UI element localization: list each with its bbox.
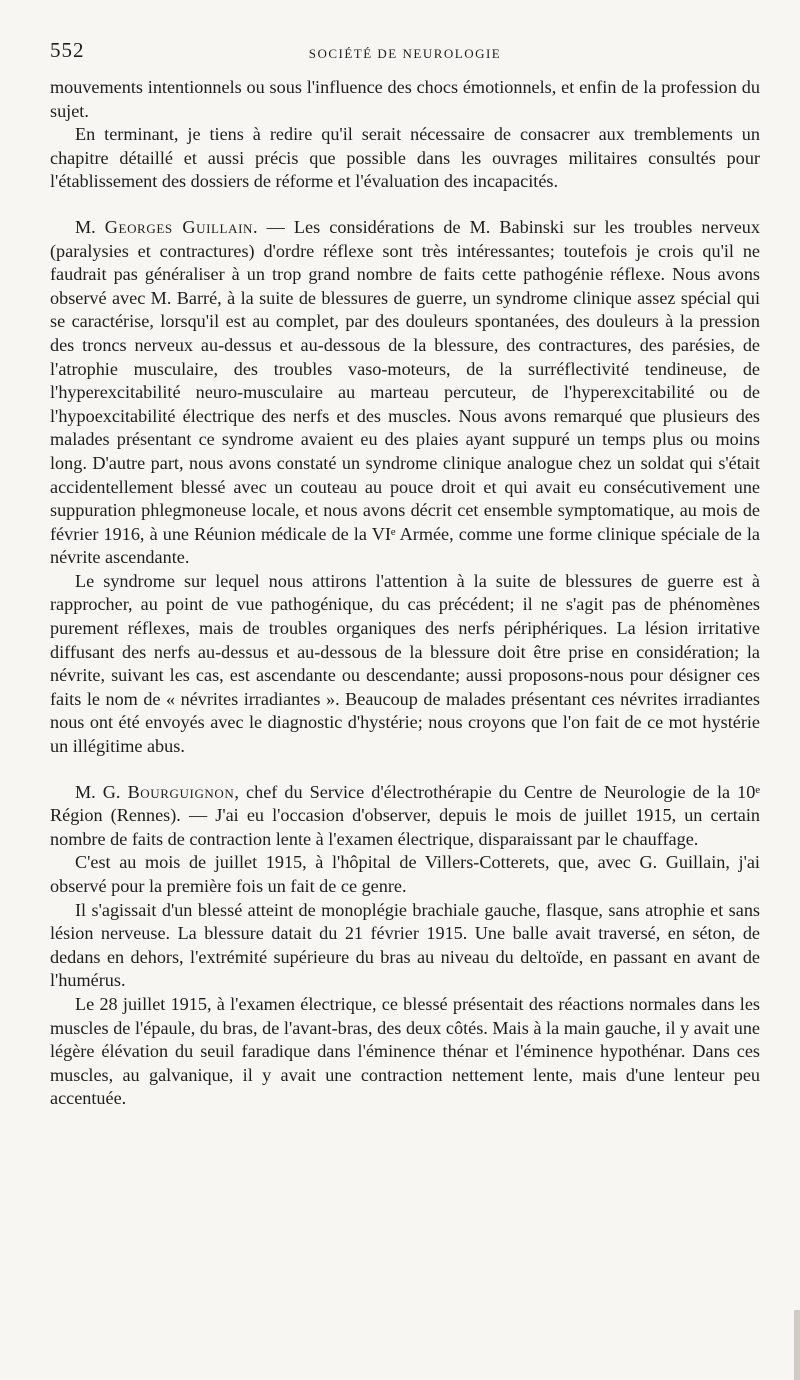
running-title: SOCIÉTÉ DE NEUROLOGIE [308, 46, 502, 61]
bourguignon-paragraph-4: Le 28 juillet 1915, à l'examen électrique, ce blessé présentait des réactions normales dans les muscles de l'épaule, du bras, de l'avant-bras, des deux côtés. Mais à la main gauche, il y avait une légère élévation du seuil faradique dans l'éminence thénar et l'éminence hypothénar. Dans ces muscles, au galvanique, il y avait une contraction nettement lente, mais d'une lenteur peu accentuée. [50, 993, 760, 1109]
page-number: 552 [50, 38, 85, 62]
speaker-prefix: M. [75, 216, 105, 237]
section-gap [50, 194, 760, 216]
guillain-paragraph-1 [50, 216, 760, 570]
speaker-name: Bourguignon [127, 781, 235, 802]
section-gap [50, 759, 760, 781]
bourguignon-paragraph-3: Il s'agissait d'un blessé atteint de monoplégie brachiale gauche, flasque, sans atrophie et sans lésion nerveuse. La blessure datait du 21 février 1915. Une balle avait traversé, en séton, de dedans en dehors, l'extrémité supérieure du bras au niveau du deltoïde, en passant en avant de l'humérus. [50, 899, 760, 991]
paragraph-text: , chef du Service d'électrothérapie du Centre de Neurologie de la 10ᵉ Région (Rennes). — J'ai eu l'occasion d'observer, depuis le mois de juillet 1915, un certain nombre de faits de contraction lente à l'examen électrique, disparaissant par le chauffage. [50, 781, 760, 849]
paragraph-continuation: mouvements intentionnels ou sous l'influence des chocs émotionnels, et enfin de la profession du sujet. [50, 77, 760, 121]
page-header [50, 38, 760, 76]
paragraph-text: . — Les considérations de M. Babinski sur les troubles nerveux (paralysies et contractures) d'ordre réflexe sont très intéressantes; toutefois je crois qu'il ne faudrait pas généraliser à un trop grand nombre de faits cette pathogénie réflexe. Nous avons observé avec M. Barré, à la suite de blessures de guerre, un syndrome clinique assez spécial qui se caractérise, lorsqu'il est au complet, par des douleurs spontanées, des douleurs à la pression des troncs nerveux au-dessus et au-dessous de la blessure, des contractures, des parésies, de l'atrophie musculaire, des troubles vaso-moteurs, de la surréflectivité tendineuse, de l'hyperexcitabilité neuro-musculaire au marteau percuteur, de l'hyperexcitabilité ou de l'hypoexcitabilité électrique des nerfs et des muscles. Nous avons remarqué que plusieurs des malades présentant ce syndrome avaient eu des plaies ayant suppuré un temps plus ou moins long. D'autre part, nous avons constaté un syndrome clinique analogue chez un soldat qui s'était accidentellement blessé avec un couteau au pouce droit et qui avait eu consécutivement une suppuration phlegmoneuse locale, et nous avons décrit cet ensemble symptomatique, au mois de février 1916, à une Réunion médicale de la VIᵉ Armée, comme une forme clinique spéciale de la névrite ascendante. [50, 216, 760, 568]
speaker-name: Georges Guillain [104, 216, 254, 237]
speaker-prefix: M. G. [75, 781, 128, 802]
bourguignon-paragraph-2: C'est au mois de juillet 1915, à l'hôpital de Villers-Cotterets, que, avec G. Guillain, j'ai observé pour la première fois un fait de ce genre. [50, 852, 760, 896]
bourguignon-paragraph-1 [50, 781, 760, 852]
guillain-paragraph-2: Le syndrome sur lequel nous attirons l'attention à la suite de blessures de guerre est à rapprocher, au point de vue pathogénique, du cas précédent; il ne s'agit pas de phénomènes purement réflexes, mais de troubles organiques des nerfs périphériques. La lésion irritative diffusant des nerfs au-dessus et au-dessous de la blessure doit être prise en considération; la névrite, suivant les cas, est ascendante ou descendante; aussi proposons-nous pour désigner ces faits le nom de « névrites irradiantes ». Beaucoup de malades présentant ces névrites irradiantes nous ont été envoyés avec le diagnostic d'hystérie; nous croyons que l'on fait de ce mot hystérie un illégitime abus. [50, 570, 760, 757]
page-edge-shadow [794, 1310, 800, 1380]
document-page [50, 38, 760, 1111]
paragraph-closing: En terminant, je tiens à redire qu'il serait nécessaire de consacrer aux tremblements un chapitre détaillé et aussi précis que possible dans les ouvrages militaires consultés pour l'établissement des dossiers de réforme et l'évaluation des incapacités. [50, 124, 760, 192]
